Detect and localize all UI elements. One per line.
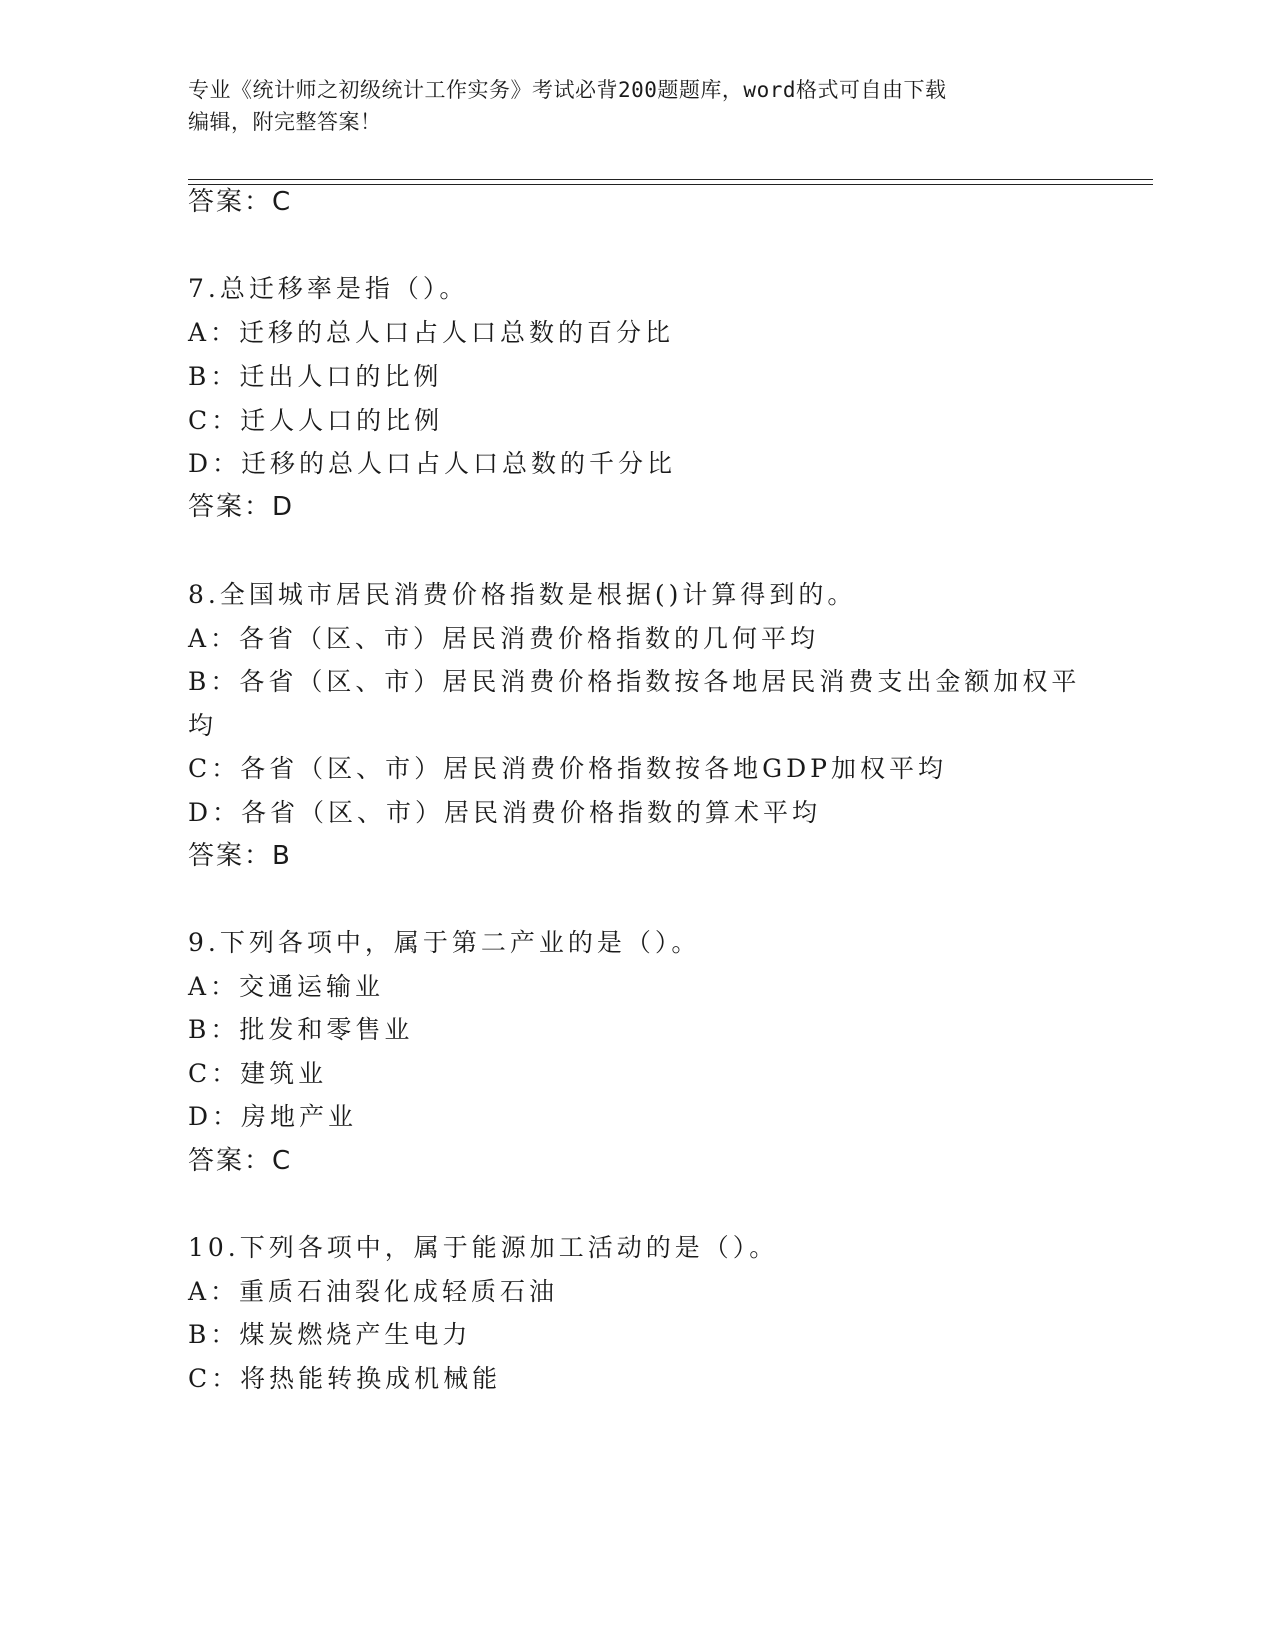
q9-option-c: C：建筑业 (188, 1059, 328, 1088)
question-8: 8.全国城市居民消费价格指数是根据()计算得到的。 (188, 580, 857, 609)
answer-q6: 答案：C (188, 187, 293, 217)
answer-q9: 答案：C (188, 1146, 293, 1176)
q10-option-a: A：重质石油裂化成轻质石油 (188, 1277, 559, 1306)
q7-option-d: D：迁移的总人口占人口总数的千分比 (188, 449, 677, 478)
q8-option-a: A：各省（区、市）居民消费价格指数的几何平均 (188, 624, 820, 653)
answer-q7: 答案：D (188, 492, 295, 522)
header-rule-bottom (188, 184, 1153, 185)
question-10: 10.下列各项中，属于能源加工活动的是（）。 (188, 1233, 779, 1262)
q9-option-a: A：交通运输业 (188, 972, 385, 1001)
q9-option-d: D：房地产业 (188, 1102, 358, 1131)
q9-option-b: B：批发和零售业 (188, 1015, 414, 1044)
q7-option-c: C：迁人人口的比例 (188, 406, 444, 435)
q7-option-b: B：迁出人口的比例 (188, 362, 443, 391)
answer-q8: 答案：B (188, 841, 292, 871)
document-header (188, 74, 1088, 138)
question-9: 9.下列各项中，属于第二产业的是（）。 (188, 928, 701, 957)
q8-option-b-cont: 均 (188, 711, 218, 740)
header-line-2: 编辑，附完整答案！ (188, 110, 382, 134)
q7-option-a: A：迁移的总人口占人口总数的百分比 (188, 318, 675, 347)
q10-option-b: B：煤炭燃烧产生电力 (188, 1320, 472, 1349)
question-7: 7.总迁移率是指（）。 (188, 274, 469, 303)
q8-option-c: C：各省（区、市）居民消费价格指数按各地GDP加权平均 (188, 754, 947, 783)
header-rule-top (188, 179, 1153, 180)
q8-option-b: B：各省（区、市）居民消费价格指数按各地居民消费支出金额加权平 (188, 667, 1081, 696)
q8-option-d: D：各省（区、市）居民消费价格指数的算术平均 (188, 798, 822, 827)
header-line-1: 专业《统计师之初级统计工作实务》考试必背200题题库，word格式可自由下载 (188, 78, 947, 102)
q10-option-c: C：将热能转换成机械能 (188, 1364, 502, 1393)
